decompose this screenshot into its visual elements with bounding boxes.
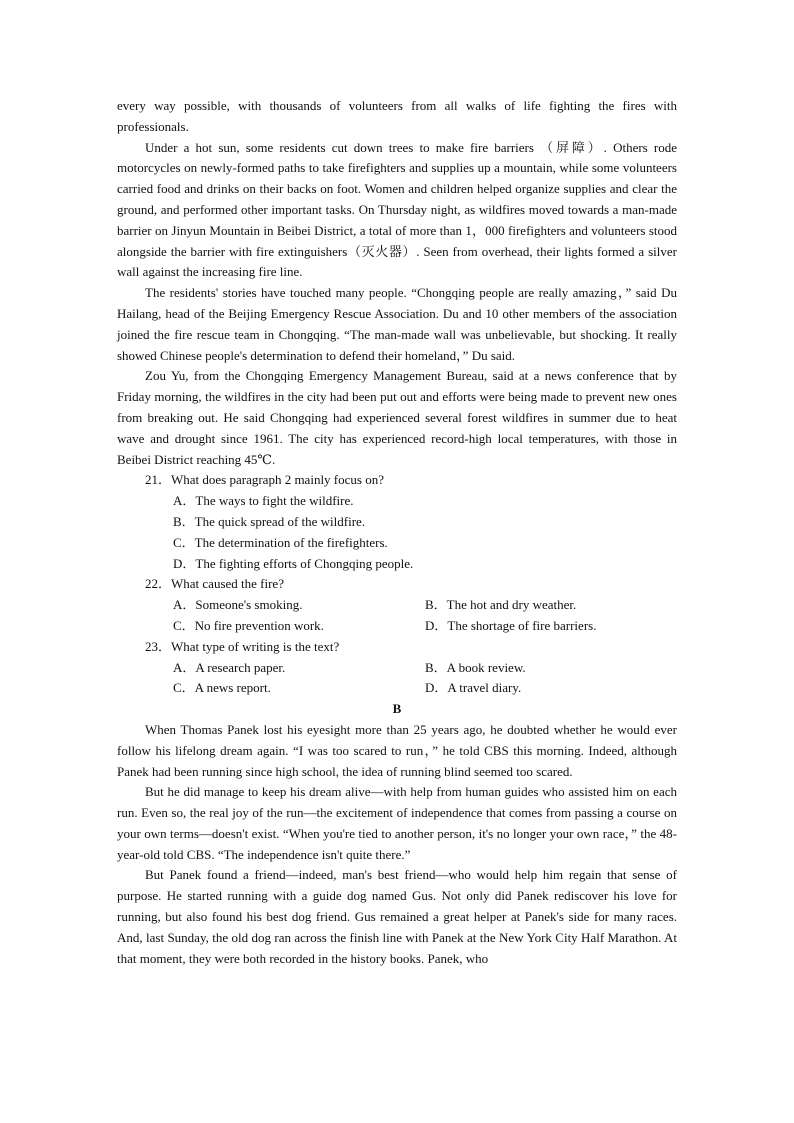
question-22-stem: 22．What caused the fire?	[145, 576, 284, 592]
question-23-option-c: C．A news report.	[173, 680, 271, 696]
question-23-option-d: D．A travel diary.	[425, 680, 522, 696]
passage-b-paragraph-3: But Panek found a friend—indeed, man's best friend—who would help him regain that sense of purpose. He started running with a guide dog named Gus. Not only did Panek rediscover his love for running, but also found his best dog friend. Gus remained a great helper at Panek's side for many races. And, last Sunday, the old dog ran across the finish line with Panek at the New York City Half Marathon. At that moment, they were both recorded in the history books. Panek, who	[117, 867, 677, 966]
question-23-option-b: B．A book review.	[425, 659, 526, 675]
question-23-options-row-2	[117, 678, 677, 699]
question-21-option-d: D．The fighting efforts of Chongqing people.	[173, 555, 414, 571]
question-21-option-b: B．The quick spread of the wildfire.	[173, 513, 366, 529]
question-21-stem: 21．What does paragraph 2 mainly focus on?	[145, 472, 384, 488]
passage-a-paragraph-2: Under a hot sun, some residents cut down trees to make fire barriers （屏障）. Others rode motorcycles on newly-formed paths to take firefighters and supplies up a mountain, while some volunteers carried food and drinks on their backs on foot. Women and children helped organize supplies and clear the ground, and performed other important tasks. On Thursday night, as wildfires moved towards a man-made barrier on Jinyun Mountain in Beibei District, a total of more than 1，000 firefighters and volunteers stood alongside the barrier with fire extinguishers（灭火器）. Seen from overhead, their lights formed a silver wall against the increasing fire line.	[117, 139, 677, 280]
question-21-option-a: A．The ways to fight the wildfire.	[173, 493, 354, 509]
question-23-options-row-1	[117, 658, 677, 679]
question-22-option-d: D．The shortage of fire barriers.	[425, 617, 597, 633]
question-22-option-a: A．Someone's smoking.	[173, 597, 303, 613]
question-22-option-b: B．The hot and dry weather.	[425, 597, 577, 613]
question-22-option-c: C．No fire prevention work.	[173, 617, 324, 633]
section-b-heading: B	[392, 701, 402, 717]
question-22-options-row-2	[117, 616, 677, 637]
question-23-option-a: A．A research paper.	[173, 659, 286, 675]
passage-a-paragraph-4: Zou Yu, from the Chongqing Emergency Management Bureau, said at a news conference that by Friday morning, the wildfires in the city had been put out and efforts were being made to prevent new ones from breaking out. He said Chongqing had experienced several forest wildfires in summer due to heat wave and drought since 1961. The city has experienced record-high local temperatures, with those in Beibei District reaching 45℃.	[117, 368, 677, 467]
passage-b-paragraph-1: When Thomas Panek lost his eyesight more than 25 years ago, he doubted whether he would ever follow his lifelong dream again. “I was too scared to run，” he told CBS this morning. Indeed, although Panek had been running since high school, the idea of running blind seemed too scared.	[117, 721, 677, 779]
document-page	[117, 96, 677, 969]
passage-a-paragraph-1: every way possible, with thousands of volunteers from all walks of life fighting the fires with professionals.	[117, 98, 677, 134]
question-23-stem: 23．What type of writing is the text?	[145, 638, 340, 654]
question-22-options-row-1	[117, 595, 677, 616]
passage-a-paragraph-3: The residents' stories have touched many people. “Chongqing people are really amazing，” said Du Hailang, head of the Beijing Emergency Rescue Association. Du and 10 other members of the association joined the fire rescue team in Chongqing. “The man-made wall was unbelievable, but shocking. It really showed Chinese people's determination to defend their homeland，” Du said.	[117, 285, 677, 363]
question-21-option-c: C．The determination of the firefighters.	[173, 534, 388, 550]
passage-b-paragraph-2: But he did manage to keep his dream alive—with help from human guides who assisted him on each run. Even so, the real joy of the run—the excitement of independence that comes from passing a course on your own terms—doesn't exist. “When you're tied to another person, it's no longer your own race，” the 48-year-old told CBS. “The independence isn't quite there.”	[117, 784, 677, 862]
